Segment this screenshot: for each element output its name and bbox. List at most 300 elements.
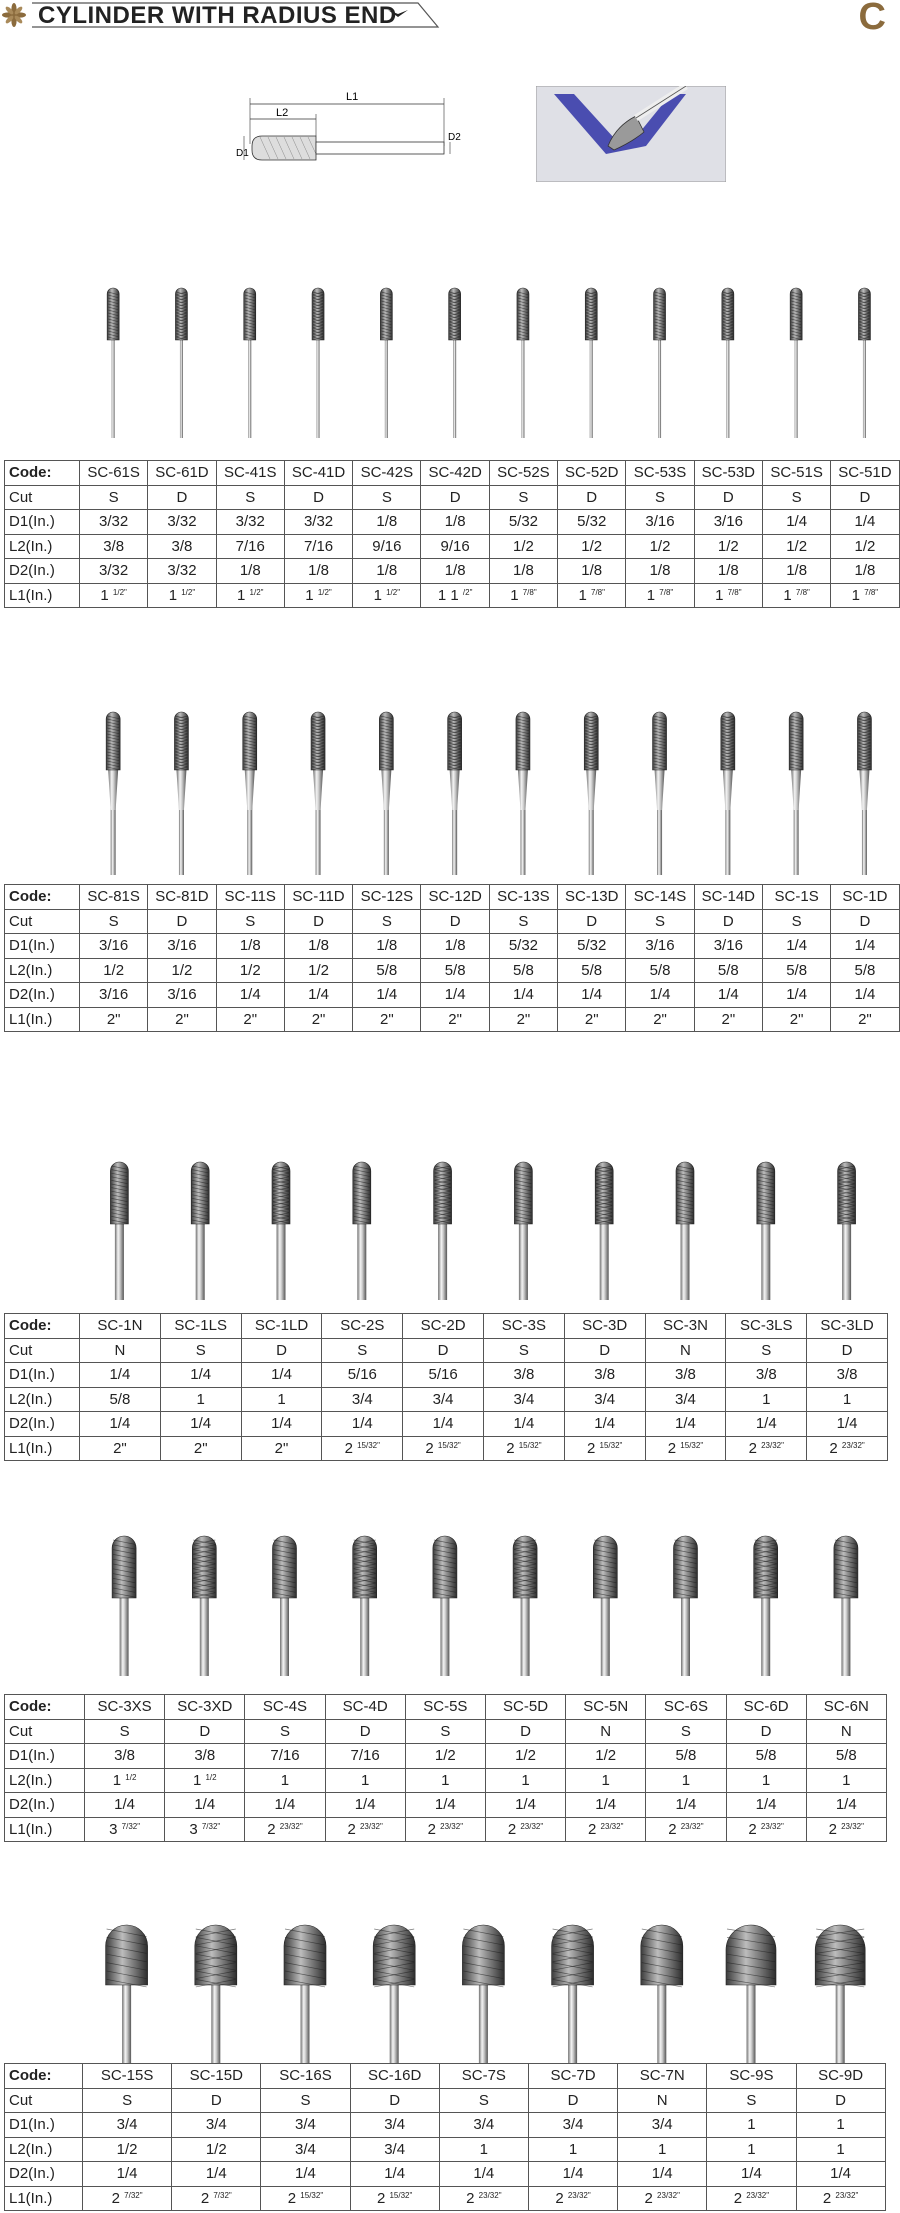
spec-cell-d1: 3/32 bbox=[216, 510, 284, 535]
spec-cell-code: SC-6D bbox=[726, 1695, 806, 1720]
spec-cell-d2: 1/4 bbox=[485, 1793, 565, 1818]
spec-row-d1 bbox=[5, 1744, 887, 1769]
spec-cell-cut: S bbox=[85, 1719, 165, 1744]
burr-tool-image bbox=[595, 1162, 613, 1300]
spec-cell-cut: D bbox=[241, 1338, 322, 1363]
spec-cell-d2: 1/4 bbox=[726, 1412, 807, 1437]
spec-row-cut bbox=[5, 909, 900, 934]
spec-cell-code: SC-13S bbox=[489, 885, 557, 910]
spec-cell-code: SC-3LS bbox=[726, 1314, 807, 1339]
spec-cell-l2: 3/8 bbox=[148, 534, 216, 559]
page-title: CYLINDER WITH RADIUS END bbox=[38, 2, 397, 29]
spec-cell-l1: 2" bbox=[489, 1007, 557, 1032]
row-label: Code: bbox=[5, 1314, 80, 1339]
burr-tool-image bbox=[434, 1162, 452, 1300]
row-label: Code: bbox=[5, 2064, 83, 2089]
spec-cell-d2: 1/4 bbox=[489, 983, 557, 1008]
row-label: Cut bbox=[5, 1338, 80, 1363]
spec-cell-cut: D bbox=[148, 909, 216, 934]
spec-cell-d1: 5/16 bbox=[322, 1363, 403, 1388]
spec-cell-code: SC-81D bbox=[148, 885, 216, 910]
burr-tool-image bbox=[789, 712, 803, 875]
spec-cell-cut: S bbox=[646, 1719, 726, 1744]
spec-cell-d2: 1/4 bbox=[626, 983, 694, 1008]
spec-cell-cut: S bbox=[353, 485, 421, 510]
burr-tool-image bbox=[174, 712, 188, 875]
spec-cell-l1: 2 $^{23/32"}$ bbox=[807, 1436, 888, 1461]
spec-cell-cut: N bbox=[645, 1338, 726, 1363]
row-label: L2(In.) bbox=[5, 958, 80, 983]
length-fraction: 23/32" bbox=[760, 1821, 784, 1831]
spec-cell-d2: 1/4 bbox=[325, 1793, 405, 1818]
spec-cell-d1: 1/8 bbox=[421, 934, 489, 959]
spec-cell-cut: N bbox=[80, 1338, 161, 1363]
spec-row-cut bbox=[5, 1719, 887, 1744]
length-fraction: 23/32" bbox=[567, 2190, 591, 2200]
spec-cell-d1: 1/4 bbox=[80, 1363, 161, 1388]
spec-cell-d2: 1/4 bbox=[762, 983, 830, 1008]
burr-tool-image bbox=[244, 288, 256, 438]
spec-cell-cut: S bbox=[707, 2088, 796, 2113]
spec-cell-d1: 3/32 bbox=[80, 510, 148, 535]
spec-cell-code: SC-7S bbox=[439, 2064, 528, 2089]
burr-tool-image bbox=[726, 1925, 776, 2063]
length-fraction: 23/32" bbox=[761, 1440, 784, 1450]
spec-table-2 bbox=[4, 884, 900, 1032]
spec-cell-code: SC-51S bbox=[762, 461, 830, 486]
spec-cell-code: SC-16D bbox=[350, 2064, 439, 2089]
spec-cell-d2: 1/8 bbox=[626, 559, 694, 584]
length-fraction: 7/8" bbox=[659, 587, 674, 597]
spec-cell-d2: 1/4 bbox=[160, 1412, 241, 1437]
length-fraction: 15/32" bbox=[518, 1440, 542, 1450]
spec-cell-code: SC-3LD bbox=[807, 1314, 888, 1339]
spec-cell-l2: 1 bbox=[485, 1768, 565, 1793]
spec-cell-d2: 1/4 bbox=[645, 1412, 726, 1437]
spec-cell-cut: N bbox=[618, 2088, 707, 2113]
spec-cell-cut: D bbox=[831, 485, 899, 510]
row-label: D2(In.) bbox=[5, 1412, 80, 1437]
row-label: Cut bbox=[5, 1719, 85, 1744]
spec-cell-d1: 3/4 bbox=[261, 2113, 350, 2138]
spec-row-l1 bbox=[5, 1817, 887, 1842]
spec-cell-l2: 1 bbox=[325, 1768, 405, 1793]
spec-cell-d2: 1/4 bbox=[165, 1793, 245, 1818]
spec-cell-cut: S bbox=[626, 485, 694, 510]
spec-cell-code: SC-3XD bbox=[165, 1695, 245, 1720]
spec-cell-cut: S bbox=[216, 909, 284, 934]
spec-cell-l2: 1 bbox=[707, 2137, 796, 2162]
spec-cell-l1: 2 $^{23/32"}$ bbox=[707, 2186, 796, 2211]
burr-tool-image bbox=[676, 1162, 694, 1300]
spec-row-d1 bbox=[5, 2113, 886, 2138]
spec-cell-d1: 1/2 bbox=[566, 1744, 646, 1769]
spec-cell-l2: 3/4 bbox=[645, 1387, 726, 1412]
burr-tool-image bbox=[858, 288, 870, 438]
length-fraction: 23/32" bbox=[359, 1821, 383, 1831]
spec-cell-d1: 5/32 bbox=[558, 510, 626, 535]
spec-cell-d1: 1/4 bbox=[762, 934, 830, 959]
spec-cell-l2: 1/2 bbox=[489, 534, 557, 559]
spec-cell-l1: 2 $^{23/32"}$ bbox=[245, 1817, 325, 1842]
burr-tool-image bbox=[838, 1162, 856, 1300]
spec-cell-cut: D bbox=[284, 909, 352, 934]
spec-cell-code: SC-6N bbox=[806, 1695, 886, 1720]
spec-cell-code: SC-53D bbox=[694, 461, 762, 486]
spec-cell-d2: 1/8 bbox=[353, 559, 421, 584]
spec-cell-d2: 1/4 bbox=[284, 983, 352, 1008]
spec-cell-l1: 2" bbox=[831, 1007, 899, 1032]
page-header bbox=[0, 0, 900, 40]
spec-cell-code: SC-41S bbox=[216, 461, 284, 486]
spec-cell-d1: 1/4 bbox=[831, 934, 899, 959]
spec-row-l1 bbox=[5, 583, 900, 608]
row-label: Cut bbox=[5, 909, 80, 934]
spec-cell-l1: 3 $^{7/32"}$ bbox=[85, 1817, 165, 1842]
burr-tool-image bbox=[790, 288, 802, 438]
spec-cell-d2: 1/4 bbox=[726, 1793, 806, 1818]
spec-row-cut bbox=[5, 1338, 888, 1363]
spec-cell-d2: 1/8 bbox=[421, 559, 489, 584]
spec-cell-code: SC-4S bbox=[245, 1695, 325, 1720]
spec-cell-d2: 1/4 bbox=[564, 1412, 645, 1437]
burr-tool-image bbox=[107, 288, 119, 438]
spec-row-l2 bbox=[5, 2137, 886, 2162]
spec-cell-l2: 5/8 bbox=[80, 1387, 161, 1412]
spec-cell-code: SC-6S bbox=[646, 1695, 726, 1720]
burr-tool-image bbox=[195, 1925, 237, 2063]
spec-cell-l2: 5/8 bbox=[626, 958, 694, 983]
spec-cell-l2: 1 bbox=[796, 2137, 885, 2162]
spec-cell-code: SC-51D bbox=[831, 461, 899, 486]
spec-row-d2 bbox=[5, 1793, 887, 1818]
row-label: L2(In.) bbox=[5, 534, 80, 559]
spec-table-3 bbox=[4, 1313, 888, 1461]
spec-cell-d2: 1/4 bbox=[558, 983, 626, 1008]
spec-cell-d1: 5/8 bbox=[806, 1744, 886, 1769]
length-fraction: 23/32" bbox=[835, 2190, 859, 2200]
row-label: Code: bbox=[5, 461, 80, 486]
spec-cell-d1: 1 bbox=[796, 2113, 885, 2138]
spec-cell-d1: 7/16 bbox=[325, 1744, 405, 1769]
spec-cell-l2: 1 bbox=[160, 1387, 241, 1412]
row-label: D1(In.) bbox=[5, 1744, 85, 1769]
spec-cell-code: SC-42S bbox=[353, 461, 421, 486]
burr-tool-image bbox=[462, 1925, 504, 2063]
spec-cell-d1: 3/8 bbox=[483, 1363, 564, 1388]
spec-cell-d1: 3/4 bbox=[172, 2113, 261, 2138]
spec-cell-l1: 2 $^{23/32"}$ bbox=[405, 1817, 485, 1842]
length-fraction: 7/8" bbox=[795, 587, 810, 597]
spec-cell-l1: 2 $^{23/32"}$ bbox=[726, 1436, 807, 1461]
spec-cell-l2: 1 bbox=[566, 1768, 646, 1793]
spec-cell-l1: 2 $^{7/32"}$ bbox=[172, 2186, 261, 2211]
burr-tools-row-4 bbox=[0, 1518, 900, 1676]
spec-cell-d1: 1/8 bbox=[353, 510, 421, 535]
spec-cell-l2: 5/8 bbox=[694, 958, 762, 983]
spec-cell-l2: 1/2 bbox=[284, 958, 352, 983]
spec-cell-d2: 1/4 bbox=[241, 1412, 322, 1437]
length-fraction: 23/32" bbox=[746, 2190, 770, 2200]
row-label: L2(In.) bbox=[5, 2137, 83, 2162]
spec-cell-d2: 1/4 bbox=[261, 2162, 350, 2187]
spec-cell-l1: 2" bbox=[80, 1007, 148, 1032]
spec-cell-d2: 1/4 bbox=[216, 983, 284, 1008]
spec-cell-l2: 1/2 bbox=[83, 2137, 172, 2162]
spec-cell-cut: S bbox=[439, 2088, 528, 2113]
length-fraction: 23/32" bbox=[440, 1821, 464, 1831]
spec-cell-code: SC-81S bbox=[80, 885, 148, 910]
spec-cell-cut: D bbox=[165, 1719, 245, 1744]
spec-cell-d2: 1/4 bbox=[831, 983, 899, 1008]
spec-cell-l2: 7/16 bbox=[284, 534, 352, 559]
burr-tool-image bbox=[674, 1536, 698, 1676]
length-fraction: 15/32" bbox=[357, 1440, 380, 1450]
spec-cell-l2: 5/8 bbox=[558, 958, 626, 983]
spec-cell-code: SC-61S bbox=[80, 461, 148, 486]
spec-cell-l1: 2 $^{15/32"}$ bbox=[322, 1436, 403, 1461]
spec-cell-d2: 1/4 bbox=[483, 1412, 564, 1437]
l1-label: L1 bbox=[346, 91, 359, 103]
spec-cell-l1: 2" bbox=[284, 1007, 352, 1032]
spec-cell-l2: 3/4 bbox=[322, 1387, 403, 1412]
spec-row-code bbox=[5, 885, 900, 910]
spec-cell-code: SC-5S bbox=[405, 1695, 485, 1720]
spec-cell-l2: 1 bbox=[245, 1768, 325, 1793]
spec-cell-cut: D bbox=[350, 2088, 439, 2113]
spec-cell-code: SC-1S bbox=[762, 885, 830, 910]
spec-cell-d1: 3/8 bbox=[645, 1363, 726, 1388]
spec-cell-d1: 3/32 bbox=[148, 510, 216, 535]
spec-cell-d1: 3/8 bbox=[726, 1363, 807, 1388]
spec-row-code bbox=[5, 2064, 886, 2089]
spec-cell-d1: 3/16 bbox=[626, 934, 694, 959]
spec-cell-code: SC-3S bbox=[483, 1314, 564, 1339]
length-fraction: 23/32" bbox=[520, 1821, 544, 1831]
length-fraction: 23/32" bbox=[841, 1821, 864, 1831]
burr-tools-row-5 bbox=[0, 1895, 900, 2063]
spec-cell-l2: 5/8 bbox=[421, 958, 489, 983]
spec-cell-code: SC-1LS bbox=[160, 1314, 241, 1339]
spec-cell-d1: 1 bbox=[707, 2113, 796, 2138]
length-fraction: 23/32" bbox=[680, 1821, 704, 1831]
spec-cell-d2: 3/32 bbox=[148, 559, 216, 584]
spec-cell-d1: 3/16 bbox=[694, 510, 762, 535]
spec-cell-l1: 1 $^{7/8"}$ bbox=[489, 583, 557, 608]
burr-tool-image bbox=[191, 1162, 209, 1300]
spec-cell-d1: 5/8 bbox=[726, 1744, 806, 1769]
burr-tool-image bbox=[516, 712, 530, 875]
spec-cell-cut: S bbox=[160, 1338, 241, 1363]
burr-tool-image bbox=[312, 288, 324, 438]
spec-cell-cut: D bbox=[421, 485, 489, 510]
spec-cell-d1: 7/16 bbox=[245, 1744, 325, 1769]
spec-cell-l2: 1 bbox=[807, 1387, 888, 1412]
spec-cell-l2: 1 bbox=[646, 1768, 726, 1793]
spec-cell-l1: 2 $^{15/32"}$ bbox=[261, 2186, 350, 2211]
length-fraction: 7/8" bbox=[522, 587, 537, 597]
spec-cell-d2: 1/4 bbox=[245, 1793, 325, 1818]
spec-cell-d2: 1/4 bbox=[85, 1793, 165, 1818]
spec-cell-d2: 1/4 bbox=[707, 2162, 796, 2187]
burr-tool-image bbox=[243, 712, 257, 875]
row-label: L1(In.) bbox=[5, 1436, 80, 1461]
burr-tool-image bbox=[433, 1536, 457, 1676]
burr-tool-image bbox=[379, 712, 393, 875]
spec-cell-cut: D bbox=[694, 909, 762, 934]
row-label: D1(In.) bbox=[5, 934, 80, 959]
spec-cell-d1: 1/8 bbox=[216, 934, 284, 959]
spec-cell-cut: S bbox=[762, 909, 830, 934]
spec-cell-code: SC-15D bbox=[172, 2064, 261, 2089]
spec-cell-cut: S bbox=[353, 909, 421, 934]
spec-cell-d2: 3/16 bbox=[148, 983, 216, 1008]
burr-tool-image bbox=[834, 1536, 858, 1676]
spec-cell-d1: 5/8 bbox=[646, 1744, 726, 1769]
spec-table-5 bbox=[4, 2063, 886, 2211]
row-label: Code: bbox=[5, 1695, 85, 1720]
spec-cell-code: SC-42D bbox=[421, 461, 489, 486]
spec-cell-d2: 1/4 bbox=[646, 1793, 726, 1818]
spec-cell-cut: D bbox=[284, 485, 352, 510]
spec-cell-code: SC-52S bbox=[489, 461, 557, 486]
burr-tool-image bbox=[373, 1925, 415, 2063]
spec-row-l2 bbox=[5, 534, 900, 559]
burr-tool-image bbox=[110, 1162, 128, 1300]
spec-cell-code: SC-7N bbox=[618, 2064, 707, 2089]
row-label: D2(In.) bbox=[5, 983, 80, 1008]
row-label: Cut bbox=[5, 2088, 83, 2113]
burr-tool-image bbox=[654, 288, 666, 438]
spec-cell-d2: 1/4 bbox=[439, 2162, 528, 2187]
spec-cell-l2: 1/2 bbox=[626, 534, 694, 559]
burr-tools-row-3 bbox=[0, 1142, 900, 1300]
spec-cell-l2: 5/8 bbox=[353, 958, 421, 983]
spec-cell-code: SC-14D bbox=[694, 885, 762, 910]
spec-cell-d2: 1/8 bbox=[216, 559, 284, 584]
spec-cell-code: SC-13D bbox=[558, 885, 626, 910]
spec-cell-l1: 1 $^{7/8"}$ bbox=[694, 583, 762, 608]
spec-cell-d2: 1/4 bbox=[528, 2162, 617, 2187]
burr-tool-image bbox=[311, 712, 325, 875]
spec-cell-code: SC-61D bbox=[148, 461, 216, 486]
spec-cell-cut: S bbox=[626, 909, 694, 934]
spec-cell-d2: 1/4 bbox=[694, 983, 762, 1008]
spec-cell-code: SC-1LD bbox=[241, 1314, 322, 1339]
spec-cell-code: SC-1N bbox=[80, 1314, 161, 1339]
length-fraction: 7/32" bbox=[121, 1821, 141, 1831]
length-fraction: 15/32" bbox=[389, 2190, 413, 2200]
spec-cell-cut: S bbox=[405, 1719, 485, 1744]
burr-tool-image bbox=[273, 1536, 297, 1676]
spec-table-4 bbox=[4, 1694, 887, 1842]
spec-cell-cut: S bbox=[261, 2088, 350, 2113]
burr-tool-image bbox=[448, 712, 462, 875]
spec-cell-l1: 2 $^{23/32"}$ bbox=[528, 2186, 617, 2211]
spec-cell-cut: S bbox=[80, 485, 148, 510]
spec-cell-code: SC-7D bbox=[528, 2064, 617, 2089]
spec-row-d1 bbox=[5, 934, 900, 959]
spec-cell-code: SC-15S bbox=[83, 2064, 172, 2089]
spec-cell-l1: 3 $^{7/32"}$ bbox=[165, 1817, 245, 1842]
spec-cell-l1: 2 $^{23/32"}$ bbox=[796, 2186, 885, 2211]
spec-row-d2 bbox=[5, 559, 900, 584]
burr-tool-image bbox=[857, 712, 871, 875]
spec-cell-l2: 1/2 bbox=[831, 534, 899, 559]
length-fraction: 1/2 bbox=[205, 1772, 217, 1782]
spec-cell-d1: 3/4 bbox=[528, 2113, 617, 2138]
burr-tool-image bbox=[815, 1925, 865, 2063]
spec-cell-cut: N bbox=[566, 1719, 646, 1744]
spec-cell-l1: 2" bbox=[762, 1007, 830, 1032]
spec-cell-d2: 1/8 bbox=[489, 559, 557, 584]
spec-cell-d1: 3/32 bbox=[284, 510, 352, 535]
spec-cell-cut: D bbox=[148, 485, 216, 510]
spec-cell-cut: D bbox=[558, 909, 626, 934]
spec-row-code bbox=[5, 461, 900, 486]
burr-tool-image bbox=[552, 1925, 594, 2063]
spec-cell-cut: D bbox=[403, 1338, 484, 1363]
row-label: Code: bbox=[5, 885, 80, 910]
spec-cell-l2: 1/2 bbox=[216, 958, 284, 983]
spec-cell-cut: D bbox=[831, 909, 899, 934]
spec-cell-code: SC-9S bbox=[707, 2064, 796, 2089]
spec-cell-l2: 1/2 bbox=[558, 534, 626, 559]
length-fraction: 15/32" bbox=[437, 1440, 461, 1450]
spec-cell-l1: 1 $^{1/2"}$ bbox=[284, 583, 352, 608]
spec-cell-cut: D bbox=[558, 485, 626, 510]
spec-cell-l1: 2" bbox=[558, 1007, 626, 1032]
spec-cell-code: SC-52D bbox=[558, 461, 626, 486]
spec-cell-d2: 1/8 bbox=[694, 559, 762, 584]
length-fraction: 1/2" bbox=[181, 587, 196, 597]
spec-cell-l1: 2 $^{15/32"}$ bbox=[645, 1436, 726, 1461]
burr-tool-image bbox=[106, 712, 120, 875]
spec-cell-code: SC-14S bbox=[626, 885, 694, 910]
flower-logo-icon bbox=[2, 3, 26, 27]
spec-cell-d2: 3/16 bbox=[80, 983, 148, 1008]
spec-cell-l1: 2" bbox=[353, 1007, 421, 1032]
spec-cell-cut: S bbox=[726, 1338, 807, 1363]
spec-cell-cut: D bbox=[726, 1719, 806, 1744]
spec-cell-d1: 3/8 bbox=[807, 1363, 888, 1388]
spec-cell-d2: 1/4 bbox=[807, 1412, 888, 1437]
l2-label: L2 bbox=[276, 107, 289, 119]
spec-cell-d2: 1/4 bbox=[566, 1793, 646, 1818]
spec-cell-d1: 5/16 bbox=[403, 1363, 484, 1388]
spec-cell-cut: D bbox=[807, 1338, 888, 1363]
spec-cell-code: SC-3D bbox=[564, 1314, 645, 1339]
spec-cell-l2: 7/16 bbox=[216, 534, 284, 559]
spec-cell-code: SC-5N bbox=[566, 1695, 646, 1720]
spec-cell-l1: 2 $^{23/32"}$ bbox=[325, 1817, 405, 1842]
burr-tool-image bbox=[517, 288, 529, 438]
spec-cell-cut: S bbox=[245, 1719, 325, 1744]
length-fraction: 7/32" bbox=[124, 2190, 143, 2200]
spec-cell-d1: 1/2 bbox=[405, 1744, 485, 1769]
row-label: D1(In.) bbox=[5, 510, 80, 535]
spec-cell-l1: 2 $^{23/32"}$ bbox=[618, 2186, 707, 2211]
spec-cell-code: SC-53S bbox=[626, 461, 694, 486]
burr-tool-image bbox=[353, 1536, 377, 1676]
spec-cell-code: SC-3XS bbox=[85, 1695, 165, 1720]
length-fraction: /2" bbox=[462, 587, 473, 597]
spec-cell-l1: 1 $^{1/2"}$ bbox=[80, 583, 148, 608]
dimension-diagram bbox=[236, 86, 466, 176]
length-fraction: 1/2" bbox=[317, 587, 332, 597]
spec-cell-d2: 1/8 bbox=[831, 559, 899, 584]
spec-cell-d2: 1/4 bbox=[80, 1412, 161, 1437]
